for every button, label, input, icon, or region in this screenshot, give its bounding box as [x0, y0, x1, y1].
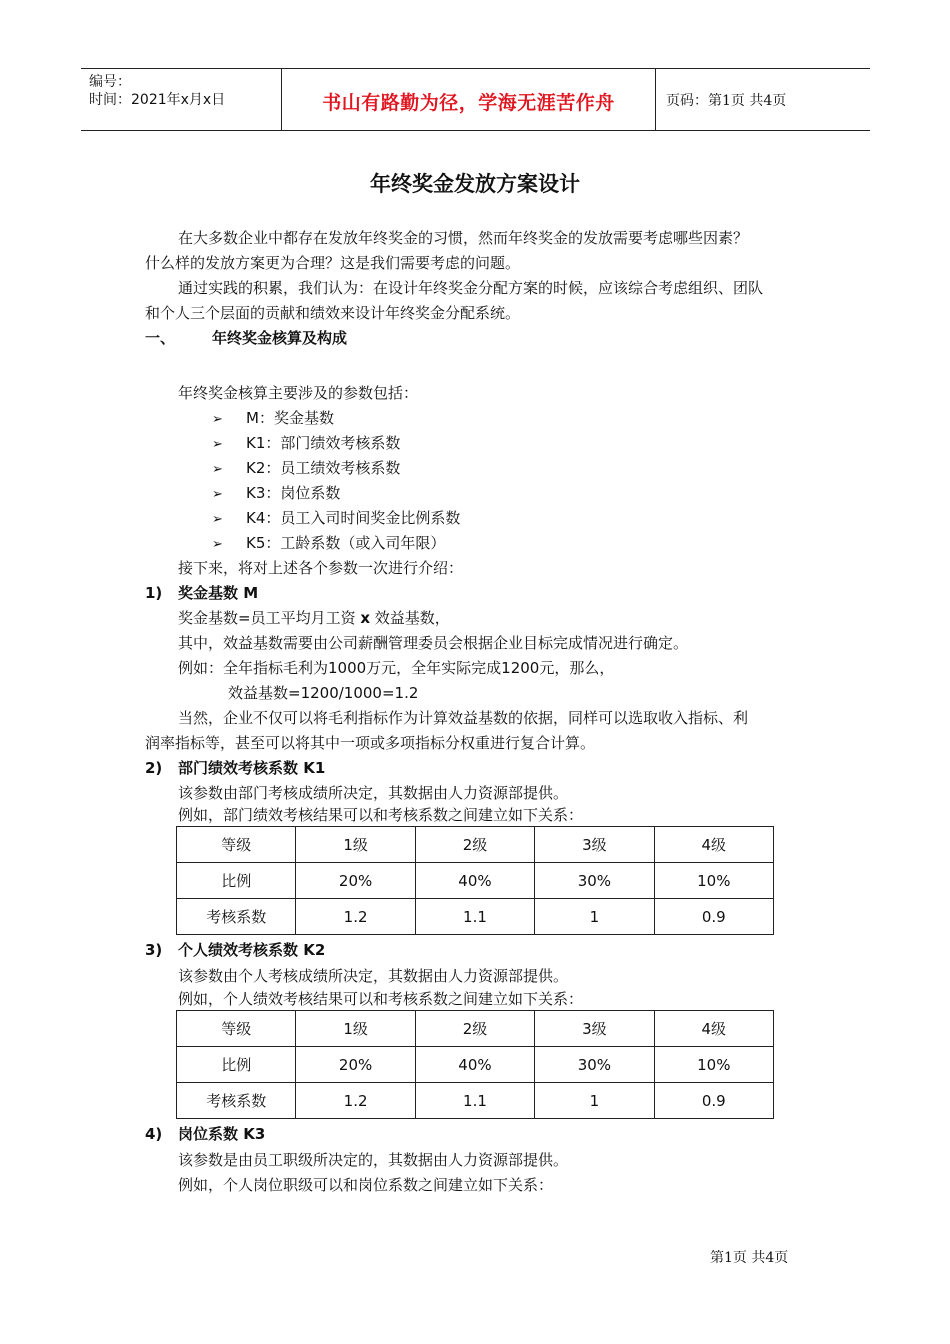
personal-coefficient-table — [176, 1010, 774, 1119]
sub1-line2: 其中，效益基数需要由公司薪酬管理委员会根据企业目标完成情况进行确定。 — [178, 634, 689, 652]
param-item: ➢ K5：工龄系数（或入司年限） — [212, 531, 445, 557]
sub3-number: 3) — [145, 941, 163, 959]
sub4-number: 4) — [145, 1125, 163, 1143]
params-next: 接下来，将对上述各个参数一次进行介绍： — [178, 559, 464, 577]
table-cell: 1 — [535, 1083, 654, 1119]
table-cell: 比例 — [177, 863, 296, 899]
time-label: 时间：2021年x月x日 — [89, 92, 226, 108]
section1-title: 年终奖金核算及构成 — [212, 329, 348, 347]
header-motto-cell — [282, 69, 656, 130]
header-page-info: 页码：第1页 共4页 — [666, 93, 787, 109]
table-cell: 考核系数 — [177, 899, 296, 935]
params-intro: 年终奖金核算主要涉及的参数包括： — [178, 384, 419, 402]
table-cell: 3级 — [535, 1011, 654, 1047]
arrow-bullet-icon: ➢ — [212, 487, 223, 502]
table-cell: 20% — [296, 863, 415, 899]
table-cell: 3级 — [535, 827, 654, 863]
param-item: ➢ K1：部门绩效考核系数 — [212, 431, 400, 457]
table-row — [177, 1083, 774, 1119]
arrow-bullet-icon: ➢ — [212, 512, 223, 527]
intro-p2-line2: 和个人三个层面的贡献和绩效来设计年终奖金分配系统。 — [145, 304, 521, 322]
table-cell: 等级 — [177, 827, 296, 863]
table-cell: 30% — [535, 863, 654, 899]
arrow-bullet-icon: ➢ — [212, 437, 223, 452]
number-label: 编号： — [89, 74, 131, 90]
table-cell: 考核系数 — [177, 1083, 296, 1119]
table-cell: 1 — [535, 899, 654, 935]
sub1-line4: 效益基数=1200/1000=1.2 — [228, 684, 419, 702]
table-row — [177, 1047, 774, 1083]
arrow-bullet-icon: ➢ — [212, 462, 223, 477]
sub1-line3: 例如：全年指标毛利为1000万元，全年实际完成1200元，那么， — [178, 659, 615, 677]
sub1-line1: 奖金基数=员工平均月工资 x 效益基数， — [178, 609, 450, 627]
dept-coefficient-table — [176, 826, 774, 935]
header-motto: 书山有路勤为径，学海无涯苦作舟 — [322, 92, 615, 114]
table-cell: 1.1 — [415, 899, 534, 935]
sub4-title: 岗位系数 K3 — [178, 1125, 266, 1143]
sub2-line1: 该参数由部门考核成绩所决定，其数据由人力资源部提供。 — [178, 784, 569, 802]
table-cell: 20% — [296, 1047, 415, 1083]
table-cell: 比例 — [177, 1047, 296, 1083]
table-cell: 40% — [415, 1047, 534, 1083]
page-header — [81, 68, 870, 131]
table-cell: 30% — [535, 1047, 654, 1083]
header-meta — [81, 69, 282, 130]
sub1-line5: 当然，企业不仅可以将毛利指标作为计算效益基数的依据，同样可以选取收入指标、利 — [178, 709, 749, 727]
intro-p1-line1: 在大多数企业中都存在发放年终奖金的习惯，然而年终奖金的发放需要考虑哪些因素？ — [178, 229, 749, 247]
table-row — [177, 1011, 774, 1047]
header-page-cell — [656, 69, 870, 130]
section1-number: 一、 — [145, 329, 176, 347]
arrow-bullet-icon: ➢ — [212, 537, 223, 552]
table-cell: 0.9 — [654, 1083, 773, 1119]
table-cell: 1级 — [296, 827, 415, 863]
intro-p1-line2: 什么样的发放方案更为合理？这是我们需要考虑的问题。 — [145, 254, 521, 272]
sub4-line2: 例如，个人岗位职级可以和岗位系数之间建立如下关系： — [178, 1176, 554, 1194]
sub1-line6: 润率指标等，甚至可以将其中一项或多项指标分权重进行复合计算。 — [145, 734, 596, 752]
sub4-line1: 该参数是由员工职级所决定的，其数据由人力资源部提供。 — [178, 1151, 569, 1169]
table-cell: 4级 — [654, 827, 773, 863]
table-cell: 1.1 — [415, 1083, 534, 1119]
table-cell: 0.9 — [654, 899, 773, 935]
param-item: ➢ K2：员工绩效考核系数 — [212, 456, 400, 482]
table-cell: 1.2 — [296, 1083, 415, 1119]
sub3-line2: 例如，个人绩效考核结果可以和考核系数之间建立如下关系： — [178, 990, 584, 1008]
table-cell: 2级 — [415, 1011, 534, 1047]
table-cell: 10% — [654, 1047, 773, 1083]
document-title: 年终奖金发放方案设计 — [370, 172, 580, 196]
table-row — [177, 899, 774, 935]
param-item: ➢ K3：岗位系数 — [212, 481, 340, 507]
param-item: ➢ M：奖金基数 — [212, 406, 334, 432]
table-row — [177, 827, 774, 863]
sub2-number: 2) — [145, 759, 163, 777]
intro-p2-line1: 通过实践的积累，我们认为：在设计年终奖金分配方案的时候，应该综合考虑组织、团队 — [178, 279, 764, 297]
table-row — [177, 863, 774, 899]
sub2-line2: 例如，部门绩效考核结果可以和考核系数之间建立如下关系： — [178, 806, 584, 824]
table-cell: 40% — [415, 863, 534, 899]
sub1-number: 1) — [145, 584, 163, 602]
table-cell: 4级 — [654, 1011, 773, 1047]
table-cell: 2级 — [415, 827, 534, 863]
table-cell: 等级 — [177, 1011, 296, 1047]
footer-page-info: 第1页 共4页 — [710, 1250, 789, 1266]
sub3-title: 个人绩效考核系数 K2 — [178, 941, 326, 959]
sub1-title: 奖金基数 M — [178, 584, 259, 602]
param-item: ➢ K4：员工入司时间奖金比例系数 — [212, 506, 460, 532]
table-cell: 10% — [654, 863, 773, 899]
table-cell: 1.2 — [296, 899, 415, 935]
sub3-line1: 该参数由个人考核成绩所决定，其数据由人力资源部提供。 — [178, 967, 569, 985]
table-cell: 1级 — [296, 1011, 415, 1047]
arrow-bullet-icon: ➢ — [212, 412, 223, 427]
sub2-title: 部门绩效考核系数 K1 — [178, 759, 326, 777]
